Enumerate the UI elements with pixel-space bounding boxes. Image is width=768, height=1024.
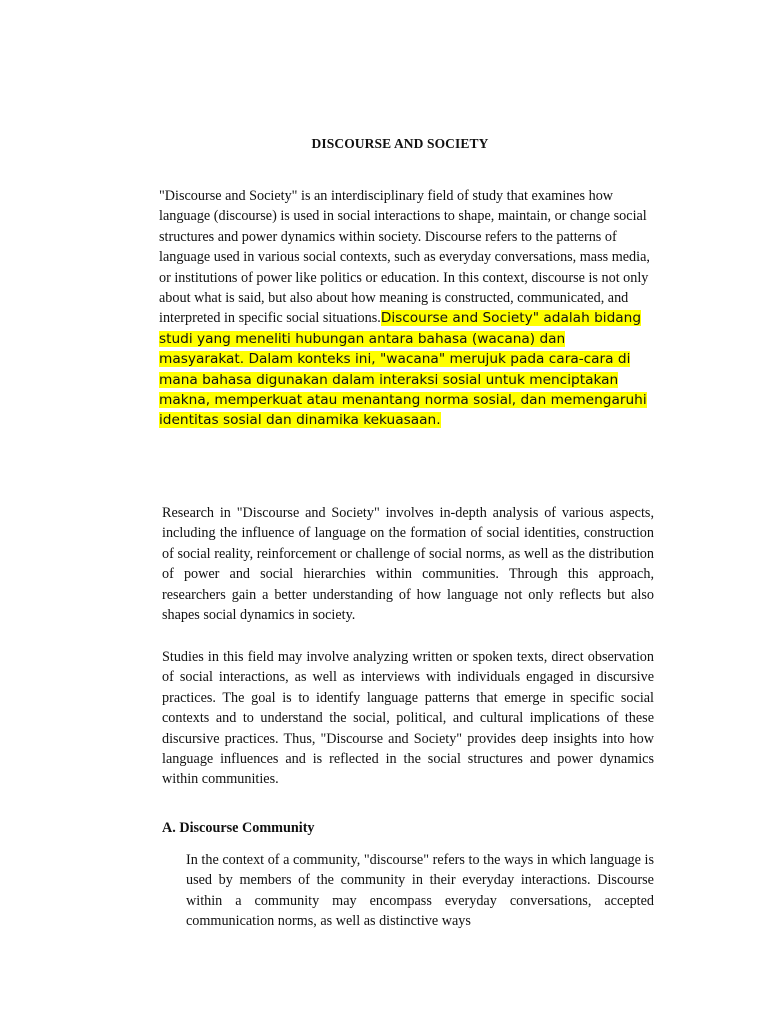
intro-paragraph xyxy=(159,186,651,431)
document-title: DISCOURSE AND SOCIETY xyxy=(311,136,489,151)
body-paragraph-3: Studies in this field may involve analyzing written or spoken texts, direct observation of social interactions, as well as interviews with individuals engaged in discursive practices. The goal is to identify language patterns that emerge in specific social contexts and to understand the social, political, and cultural implications of these discursive practices. Thus, "Discourse and Society" provides deep insights into how language influences and is reflected in the social structures and power dynamics within communities. xyxy=(162,649,654,788)
highlighted-indonesian-text: Discourse and Society" adalah bidang studi yang meneliti hubungan antara bahasa (wacana) dan masyarakat. Dalam konteks ini, "wacana" merujuk pada cara-cara di mana bahasa digunakan dalam interaksi sosial untuk menciptakan makna, memperkuat atau menantang norma sosial, dan memengaruhi identitas sosial dan dinamika kekuasaan. xyxy=(159,310,647,429)
body-paragraph-2: Research in "Discourse and Society" involves in-depth analysis of various aspects, including the influence of language on the formation of social identities, construction of social reality, reinforcement or challenge of social norms, as well as the distribution of power and social hierarchies within communities. Through this approach, researchers gain a better understanding of how language not only reflects but also shapes social dynamics in society. xyxy=(162,505,654,624)
body-paragraph-4: In the context of a community, "discourse" refers to the ways in which language is used by members of the community in their everyday interactions. Discourse within a community may encompass everyday conversations, accepted communication norms, as well as distinctive ways xyxy=(186,852,654,930)
intro-english-text: "Discourse and Society" is an interdisciplinary field of study that examines how language (discourse) is used in social interactions to shape, maintain, or change social structures and power dynamics within society. Discourse refers to the patterns of language used in various social contexts, such as everyday conversations, mass media, or institutions of power like politics or education. In this context, discourse is not only about what is said, but also about how meaning is constructed, communicated, and interpreted in specific social situations. xyxy=(159,188,650,327)
section-heading: A. Discourse Community xyxy=(162,820,315,836)
